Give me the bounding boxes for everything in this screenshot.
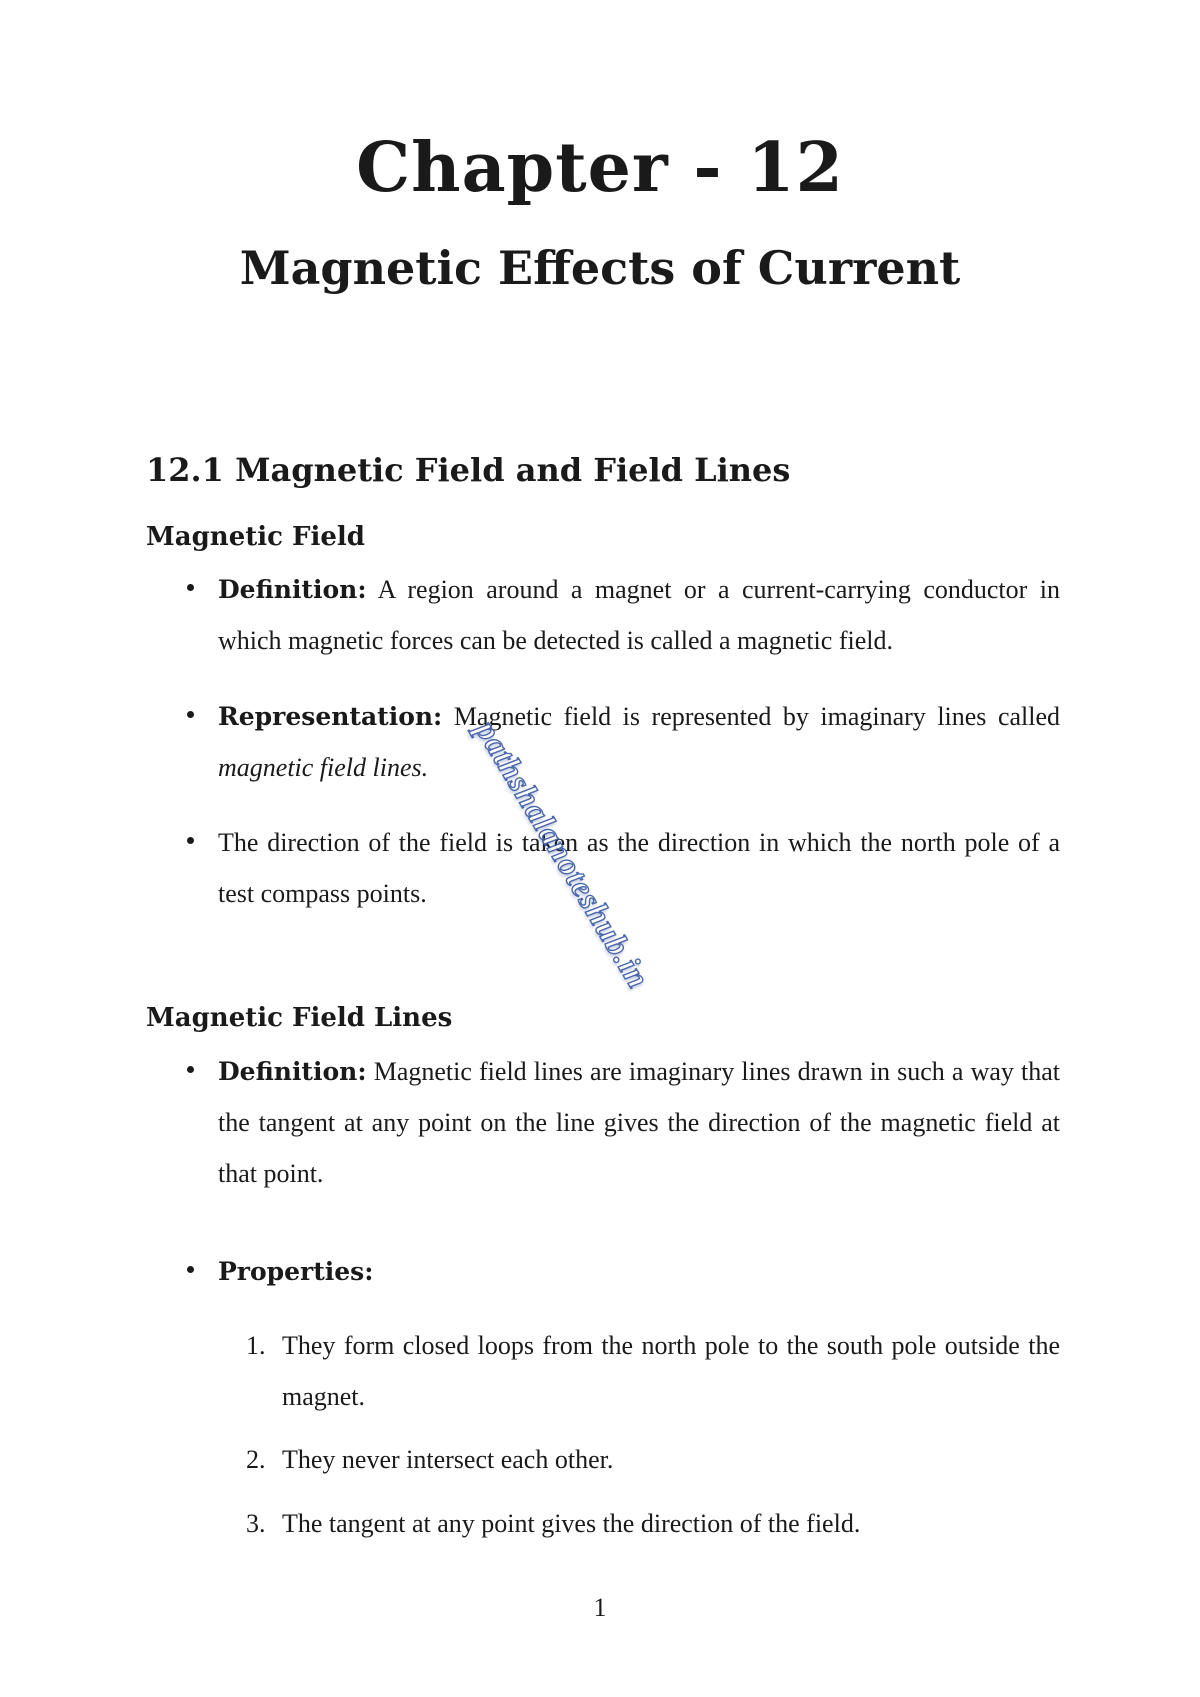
bullet-text: Magnetic field is represented by imaginary lines called	[453, 702, 1061, 731]
chapter-subtitle: Magnetic Effects of Current	[239, 241, 961, 295]
bullet-term: Properties:	[218, 1257, 374, 1286]
bullet-icon	[187, 837, 194, 844]
bullet-icon	[187, 1066, 194, 1073]
bullet-term: Definition:	[218, 1057, 367, 1086]
bullet-icon	[187, 711, 194, 718]
property-text: They never intersect each other.	[282, 1445, 614, 1474]
bullet-text: A region around a magnet or a current-carrying conductor in which magnetic forces can be detected is called a magnetic field.	[218, 575, 1060, 655]
property-text: They form closed loops from the north pole to the south pole outside the magnet.	[282, 1331, 1060, 1411]
property-item	[246, 1498, 1060, 1549]
subsection-heading-field-lines: Magnetic Field Lines	[146, 1003, 453, 1033]
bullet-text: Magnetic field lines are imaginary lines drawn in such a way that the tangent at any point on the line gives the direction of the magnetic field at that point.	[218, 1057, 1061, 1188]
bullet-icon	[187, 584, 194, 591]
bullet-direction	[218, 817, 1060, 919]
watermark: pathshalanoteshub.in	[469, 714, 658, 995]
property-item	[246, 1434, 1060, 1485]
bullet-term: Representation:	[218, 702, 443, 731]
property-number: 2.	[246, 1445, 266, 1474]
bullet-properties	[218, 1246, 1060, 1297]
bullet-emphasis: magnetic field lines.	[218, 753, 429, 782]
page-number: 1	[593, 1593, 607, 1622]
subsection-heading-magnetic-field: Magnetic Field	[146, 522, 365, 552]
property-number: 1.	[246, 1331, 266, 1360]
bullet-term: Definition:	[218, 575, 367, 604]
property-number: 3.	[246, 1509, 266, 1538]
chapter-title: Chapter - 12	[356, 128, 844, 208]
section-heading: 12.1 Magnetic Field and Field Lines	[146, 451, 791, 489]
bullet-text: The direction of the field is taken as the direction in which the north pole of a test compass points.	[218, 828, 1060, 908]
bullet-icon	[187, 1266, 194, 1273]
property-text: The tangent at any point gives the direction of the field.	[282, 1509, 861, 1538]
property-item	[246, 1320, 1060, 1422]
bullet-definition	[218, 564, 1060, 666]
bullet-field-lines-definition	[218, 1046, 1060, 1199]
bullet-representation	[218, 691, 1060, 793]
